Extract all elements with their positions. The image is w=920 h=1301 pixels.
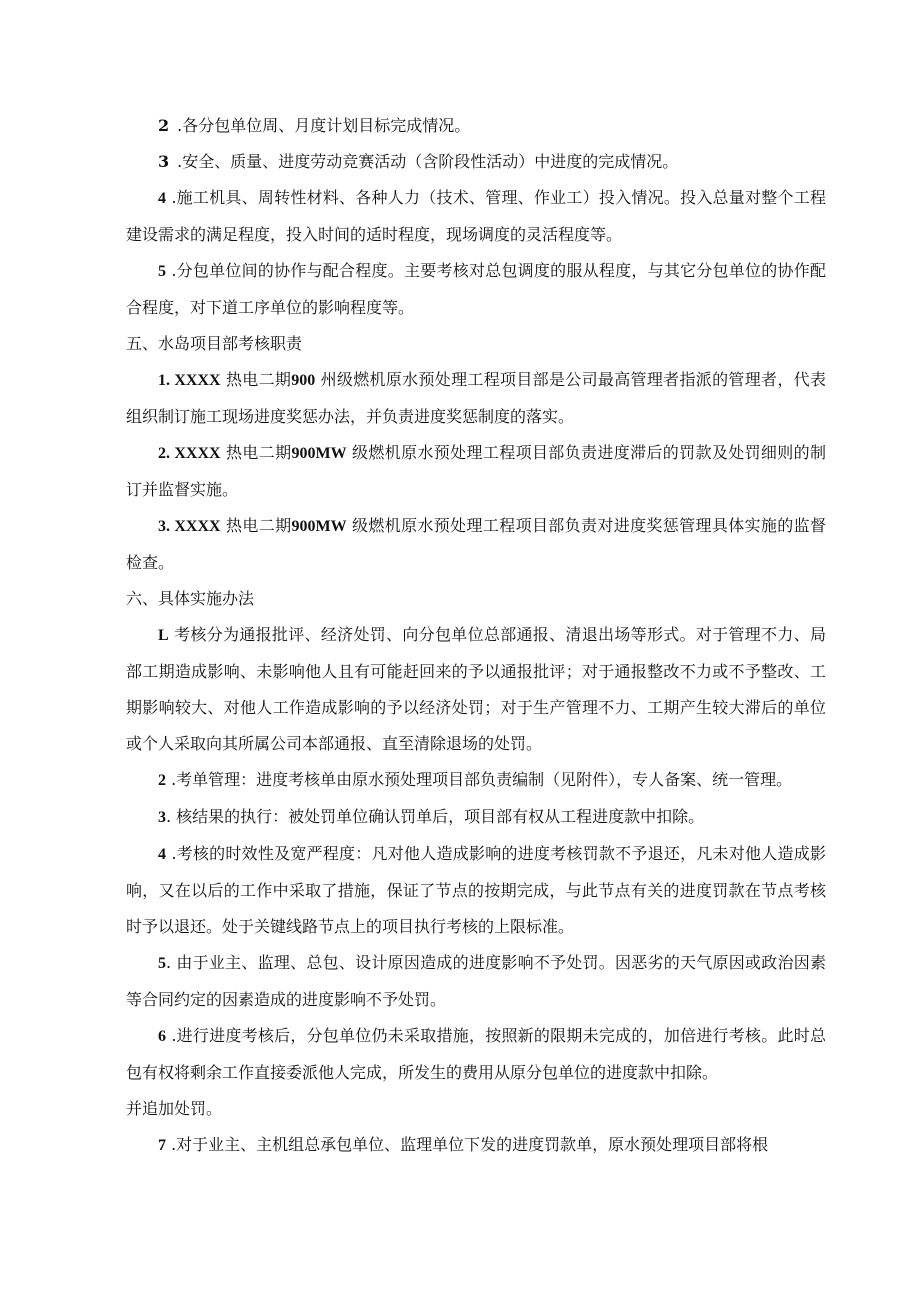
item-number: 3 xyxy=(158,152,178,171)
item-text: .进行进度考核后，分包单位仍未采取措施，按照新的限期未完成的，加倍进行考核。此时总包有权将剩余工作直接委派他人完成，所发生的费用从原分包单位的进度款中扣除。 xyxy=(126,1026,826,1082)
section6-item-1 xyxy=(126,617,826,762)
section6-item-7 xyxy=(126,1127,826,1164)
document-body xyxy=(126,108,826,1164)
paragraph-item-4 xyxy=(126,180,826,253)
item-text: .各分包单位周、月度计划目标完成情况。 xyxy=(177,116,471,135)
item-text: .对于业主、主机组总承包单位、监理单位下发的进度罚款单，原水预处理项目部将根 xyxy=(171,1135,769,1154)
item-text: 级燃机原水预处理工程项目部负责进度滞后的罚款及处罚细则的制订并监督实施。 xyxy=(126,443,826,499)
section-heading-6: 六、具体实施办法 xyxy=(126,589,255,608)
paragraph-item-3 xyxy=(126,144,826,180)
item-text: . 核结果的执行：被处罚单位确认罚单后，项目部有权从工程进度款中扣除。 xyxy=(166,807,705,826)
section5-item-1 xyxy=(126,362,826,435)
item-text: 热电二期 xyxy=(226,516,292,535)
section6-item-2 xyxy=(126,762,826,799)
item-number: 3 xyxy=(158,809,166,826)
item-bold-figure: 900MW xyxy=(291,518,347,535)
item-number: 5 xyxy=(158,263,166,280)
section5-item-2 xyxy=(126,435,826,508)
item-number: 2. XXXX xyxy=(158,445,221,462)
item-text: . 由于业主、监理、总包、设计原因造成的进度影响不予处罚。因恶劣的天气原因或政治因素等合同约定的因素造成的进度影响不予处罚。 xyxy=(126,953,826,1009)
item-number: 4 xyxy=(158,846,166,863)
item-text: 级燃机原水预处理工程项目部负责对进度奖惩管理具体实施的监督检查。 xyxy=(126,516,826,572)
section6-item-4 xyxy=(126,836,826,945)
item-text-continuation: 并追加处罚。 xyxy=(126,1099,223,1118)
item-number: 5 xyxy=(158,955,166,972)
section5-item-3 xyxy=(126,508,826,581)
item-text: 热电二期 xyxy=(226,443,292,462)
item-text: .施工机具、周转性材料、各种人力（技术、管理、作业工）投入情况。投入总量对整个工程建设需求的满足程度，投入时间的适时程度，现场调度的灵活程度等。 xyxy=(126,188,826,244)
item-text: .考单管理：进度考核单由原水预处理项目部负责编制（见附件），专人备案、统一管理。 xyxy=(171,770,793,789)
item-number: 3. XXXX xyxy=(158,518,221,535)
item-text: 州级燃机原水预处理工程项目部是公司最高管理者指派的管理者，代表组织制订施工现场进度奖惩办法，并负责进度奖惩制度的落实。 xyxy=(126,370,826,426)
item-number: 1. XXXX xyxy=(158,372,221,389)
item-text: 考核分为通报批评、经济处罚、向分包单位总部通报、清退出场等形式。对于管理不力、局部工期造成影响、未影响他人且有可能赶回来的予以通报批评；对于通报整改不力或不予整改、工期影响较大、对他人工作造成影响的予以经济处罚；对于生产管理不力、工期产生较大滞后的单位或个人采取向其所属公司本部通报、直至清除退场的处罚。 xyxy=(126,625,826,753)
section6-item-6 xyxy=(126,1018,826,1127)
item-number: 6 xyxy=(158,1028,166,1045)
item-bold-figure: 900 xyxy=(291,372,316,389)
item-number: L xyxy=(158,627,169,644)
item-text: 热电二期 xyxy=(225,370,292,389)
item-number: 4 xyxy=(158,190,166,207)
paragraph-item-2 xyxy=(126,108,826,144)
item-text: .考核的时效性及宽严程度：凡对他人造成影响的进度考核罚款不予退还，凡未对他人造成影响，又在以后的工作中采取了措施，保证了节点的按期完成，与此节点有关的进度罚款在节点考核时予以退还。处于关键线路节点上的项目执行考核的上限标准。 xyxy=(126,844,826,936)
section-heading-5: 五、水岛项目部考核职责 xyxy=(126,334,303,353)
item-text: .分包单位间的协作与配合程度。主要考核对总包调度的服从程度，与其它分包单位的协作配合程度，对下道工序单位的影响程度等。 xyxy=(126,261,826,317)
item-text: .安全、质量、进度劳动竞赛活动（含阶段性活动）中进度的完成情况。 xyxy=(177,152,679,171)
item-number: 2 xyxy=(158,772,166,789)
section6-item-3 xyxy=(126,799,826,836)
item-number: 2 xyxy=(158,116,178,135)
section6-item-5 xyxy=(126,945,826,1018)
item-bold-figure: 900MW xyxy=(291,445,347,462)
item-number: 7 xyxy=(158,1137,166,1154)
paragraph-item-5 xyxy=(126,253,826,326)
